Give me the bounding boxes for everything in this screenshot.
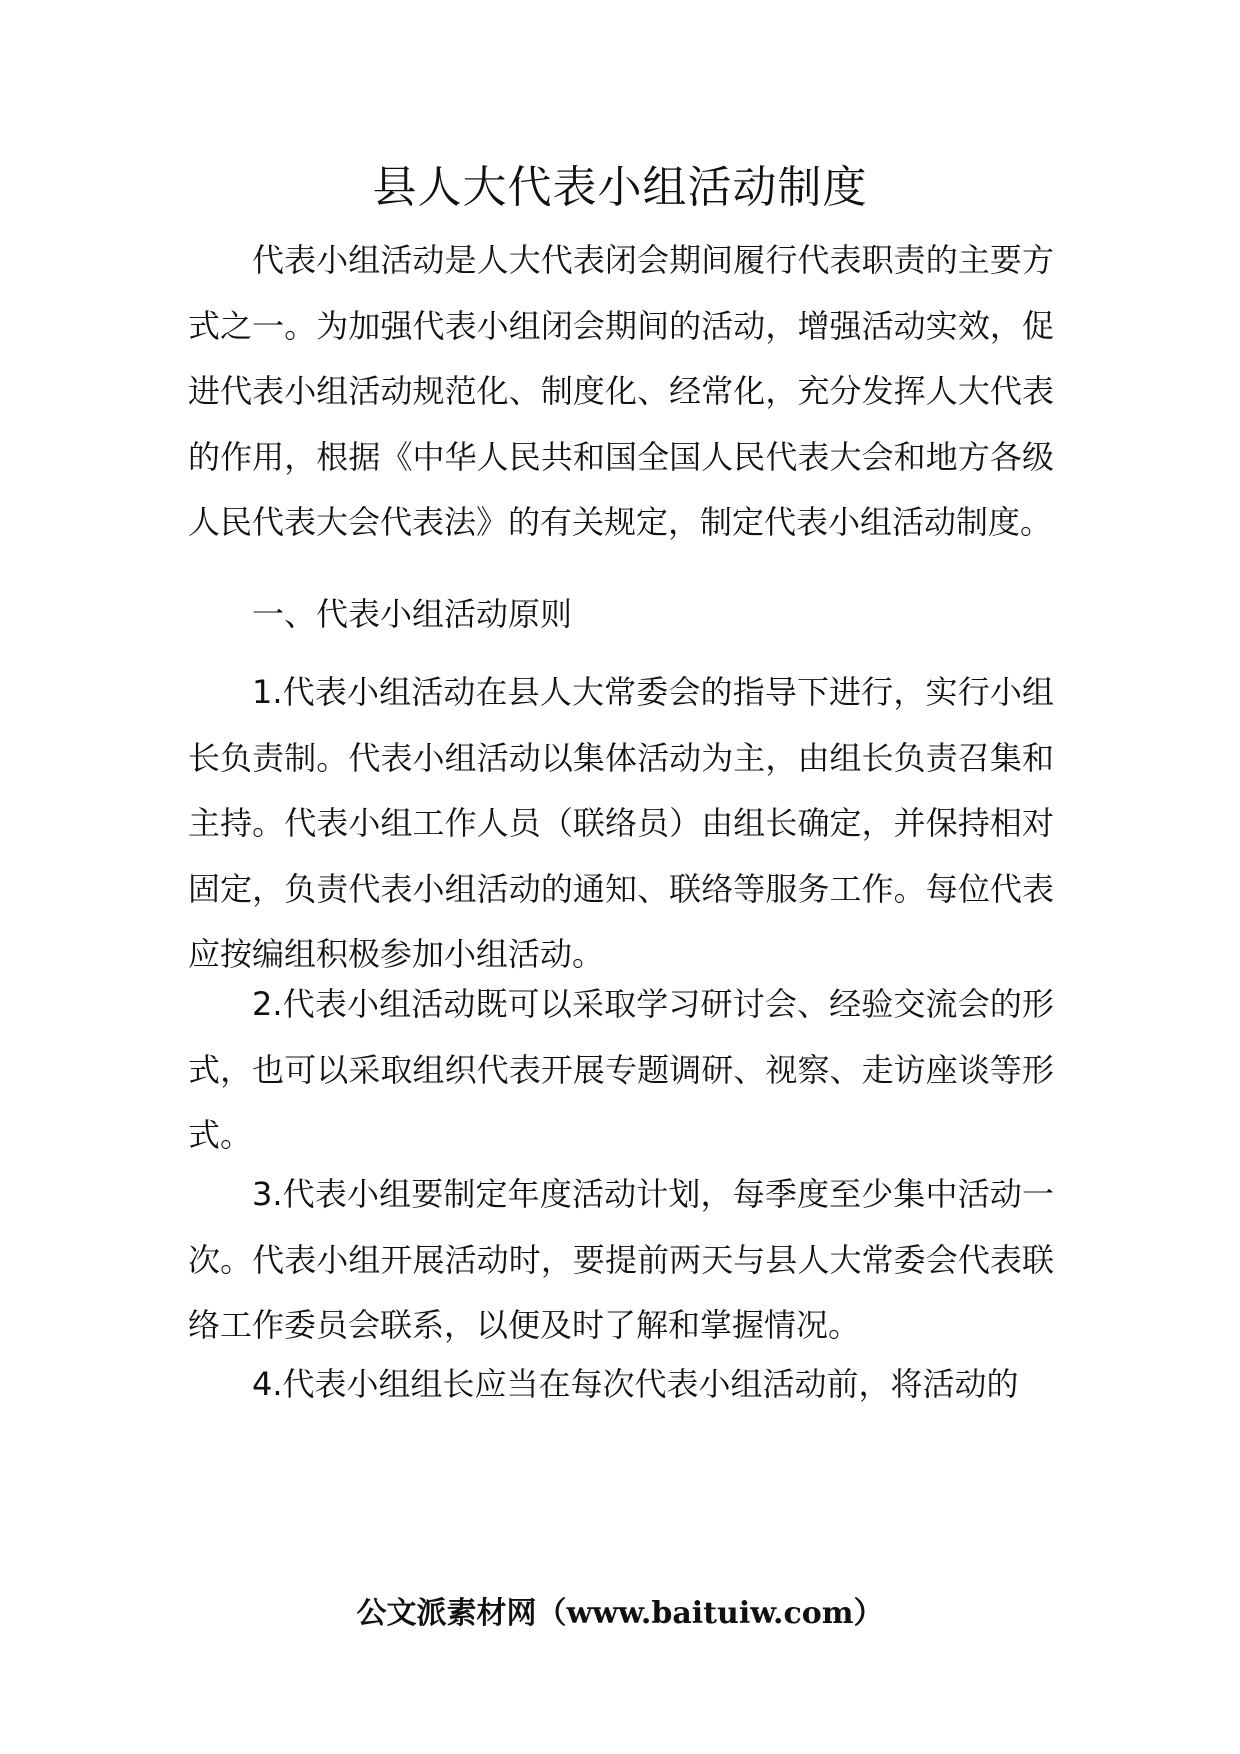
paragraph-item-4: 4.代表小组组长应当在每次代表小组活动前，将活动的 bbox=[252, 1365, 1019, 1403]
paragraph-item-2: 2.代表小组活动既可以采取学习研讨会、经验交流会的形式，也可以采取组织代表开展专题调研、视察、走访座谈等形式。 bbox=[188, 985, 1054, 1154]
paragraph-item-1: 1.代表小组活动在县人大常委会的指导下进行，实行小组长负责制。代表小组活动以集体活动为主，由组长负责召集和主持。代表小组工作人员（联络员）由组长确定，并保持相对固定，负责代表小组活动的通知、联络等服务工作。每位代表应按编组积极参加小组活动。 bbox=[188, 673, 1054, 973]
paragraph-intro: 代表小组活动是人大代表闭会期间履行代表职责的主要方式之一。为加强代表小组闭会期间的活动，增强活动实效，促进代表小组活动规范化、制度化、经常化，充分发挥人大代表的作用，根据《中华人民共和国全国人民代表大会和地方各级人民代表大会代表法》的有关规定，制定代表小组活动制度。 bbox=[188, 241, 1054, 541]
paragraph-item-3: 3.代表小组要制定年度活动计划，每季度至少集中活动一次。代表小组开展活动时，要提前两天与县人大常委会代表联络工作委员会联系，以便及时了解和掌握情况。 bbox=[188, 1175, 1054, 1344]
footer-watermark: 公文派素材网（www.baituiw.com） bbox=[356, 1596, 884, 1631]
section-heading-principles: 一、代表小组活动原则 bbox=[252, 595, 573, 633]
document-title: 县人大代表小组活动制度 bbox=[372, 162, 868, 213]
